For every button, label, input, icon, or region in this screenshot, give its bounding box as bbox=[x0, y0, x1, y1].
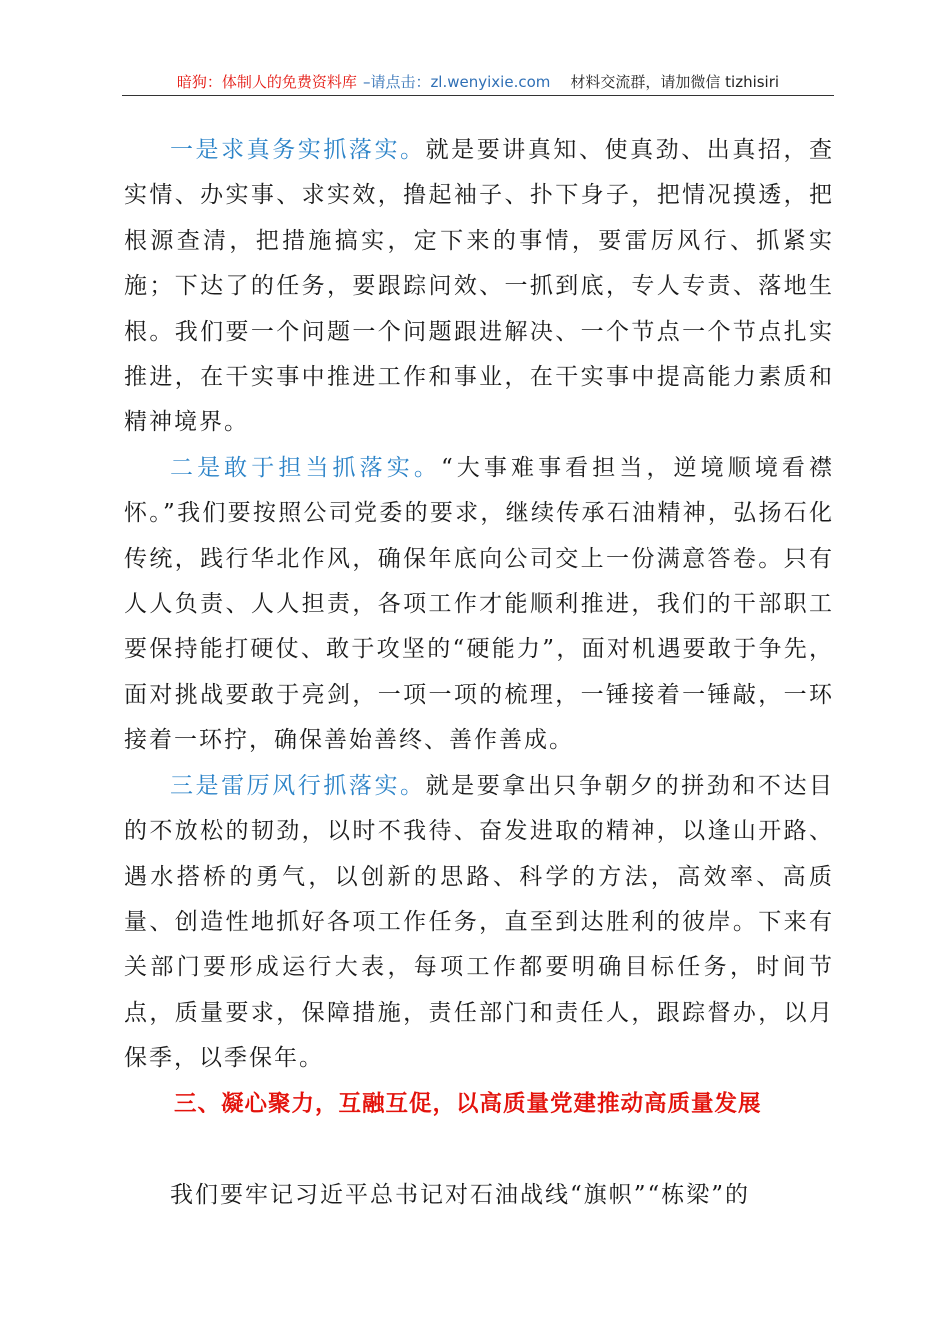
paragraph-responsibility bbox=[124, 446, 834, 764]
header-group-note: 材料交流群，请加微信 tizhisiri bbox=[570, 72, 780, 91]
document-body bbox=[124, 128, 834, 1218]
paragraph-text: 就是要讲真知、使真劲、出真招，查实情、办实事、求实效，撸起袖子、扑下身子，把情况摸透，把根源查清，把措施搞实，定下来的事情，要雷厉风行、抓紧实施；下达了的任务，要跟踪问效、一抓到底，专人专责、落地生根。我们要一个问题一个问题跟进解决、一个节点一个节点扎实推进，在干实事中推进工作和事业，在干实事中提高能力素质和精神境界。 bbox=[124, 137, 835, 436]
paragraph-final: 我们要牢记习近平总书记对石油战线“旗帜”“栋梁”的 bbox=[170, 1181, 751, 1208]
paragraph-text: 就是要拿出只争朝夕的拼劲和不达目的不放松的韧劲，以时不我待、奋发进取的精神，以逢山开路、遇水搭桥的勇气，以创新的思路、科学的方法，高效率、高质量、创造性地抓好各项工作任务，直至到达胜利的彼岸。下来有关部门要形成运行大表，每项工作都要明确目标任务，时间节点，质量要求，保障措施，责任部门和责任人，跟踪督办，以月保季，以季保年。 bbox=[124, 772, 835, 1072]
header-brand: 暗狗：体制人的免费资料库 bbox=[176, 72, 357, 91]
page-header bbox=[122, 70, 834, 92]
header-divider bbox=[122, 95, 834, 96]
paragraph-lead: 二是敢于担当抓落实。 bbox=[170, 454, 441, 481]
header-link[interactable]: –请点击：zl.wenyixie.com bbox=[362, 72, 551, 91]
paragraph-text: “大事难事看担当，逆境顺境看襟怀。”我们要按照公司党委的要求，继续传承石油精神，弘扬石化传统，践行华北作风，确保年底向公司交上一份满意答卷。只有人人负责、人人担责，各项工作才能顺利推进，我们的干部职工要保持能打硬仗、敢于攻坚的“硬能力”，面对机遇要敢于争先，面对挑战要敢于亮剑，一项一项的梳理，一锤接着一锤敲，一环接着一环拧，确保善始善终、善作善成。 bbox=[124, 454, 834, 754]
section-heading: 三、凝心聚力，互融互促，以高质量党建推动高质量发展 bbox=[174, 1090, 762, 1117]
section-spacer bbox=[124, 1127, 834, 1173]
paragraph-swift-action bbox=[124, 764, 834, 1082]
paragraph-truth-seeking bbox=[124, 128, 834, 446]
paragraph-lead: 一是求真务实抓落实。 bbox=[170, 137, 426, 163]
paragraph-lead: 三是雷厉风行抓落实。 bbox=[170, 772, 426, 799]
